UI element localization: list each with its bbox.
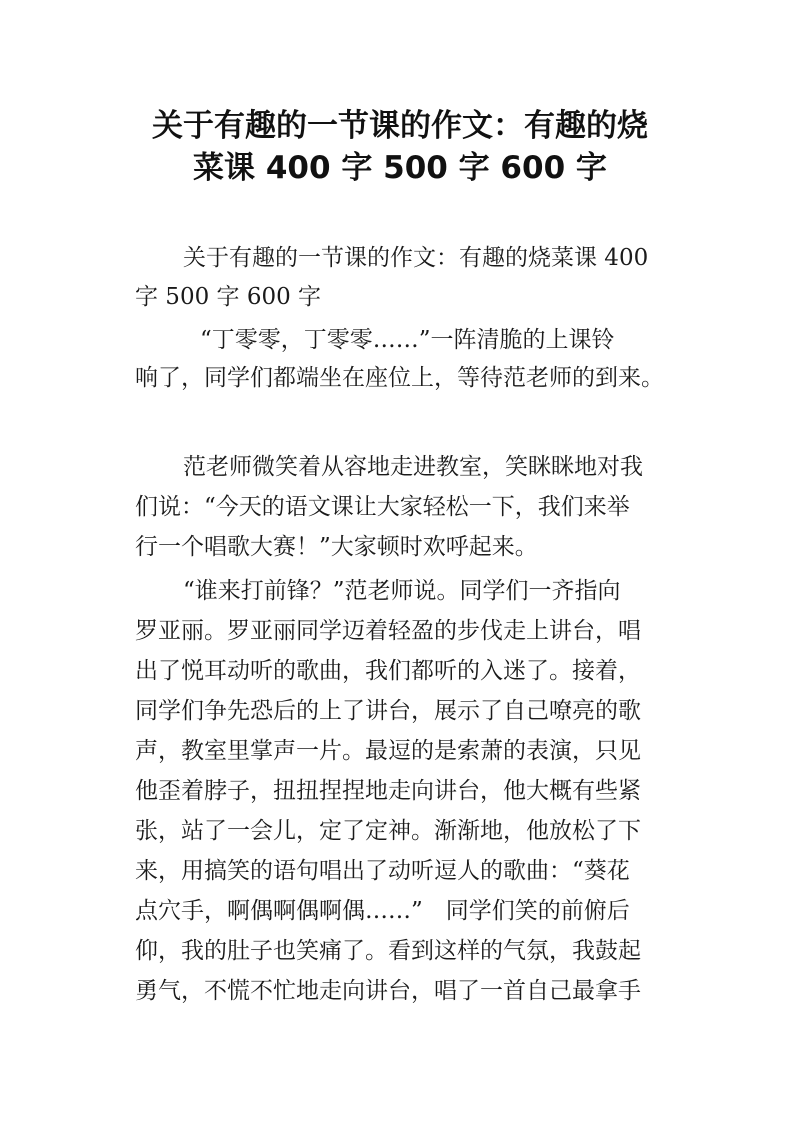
body-text-line: 勇气，不慌不忙地走向讲台，唱了一首自己最拿手 bbox=[135, 978, 641, 1004]
body-text-line: 张，站了一会儿，定了定神。渐渐地，他放松了下 bbox=[135, 818, 641, 844]
body-text-line: “丁零零，丁零零……”一阵清脆的上课铃 bbox=[200, 327, 615, 353]
body-text-line: 出了悦耳动听的歌曲，我们都听的入迷了。接着， bbox=[135, 658, 641, 684]
body-text-line: 来，用搞笑的语句唱出了动听逗人的歌曲：“葵花 bbox=[135, 858, 630, 884]
body-text-line: 字 500 字 600 字 bbox=[135, 284, 322, 310]
body-text-line: 行一个唱歌大赛！”大家顿时欢呼起来。 bbox=[135, 534, 538, 560]
body-text-line: 范老师微笑着从容地走进教室，笑眯眯地对我 bbox=[183, 454, 643, 480]
body-text-line: 响了，同学们都端坐在座位上，等待范老师的到来。 bbox=[135, 365, 664, 391]
body-text-line: 点穴手，啊偶啊偶啊偶……” 同学们笑的前俯后 bbox=[135, 898, 630, 924]
body-text-line: 他歪着脖子，扭扭捏捏地走向讲台，他大概有些紧 bbox=[135, 778, 641, 804]
document-title-line-2: 菜课 400 字 500 字 600 字 bbox=[193, 150, 607, 186]
body-text-line: 声，教室里掌声一片。最逗的是索萧的表演，只见 bbox=[135, 738, 641, 764]
body-text-line: 仰，我的肚子也笑痛了。看到这样的气氛，我鼓起 bbox=[135, 938, 641, 964]
document-title-line-1: 关于有趣的一节课的作文：有趣的烧 bbox=[152, 108, 648, 144]
body-text-line: 同学们争先恐后的上了讲台，展示了自己嘹亮的歌 bbox=[135, 698, 641, 724]
body-text-line: “谁来打前锋？”范老师说。同学们一齐指向 bbox=[183, 578, 621, 604]
body-text-line: 们说：“今天的语文课让大家轻松一下，我们来举 bbox=[135, 494, 630, 520]
body-text-line: 关于有趣的一节课的作文：有趣的烧菜课 400 bbox=[183, 245, 649, 271]
body-text-line: 罗亚丽。罗亚丽同学迈着轻盈的步伐走上讲台，唱 bbox=[135, 618, 641, 644]
